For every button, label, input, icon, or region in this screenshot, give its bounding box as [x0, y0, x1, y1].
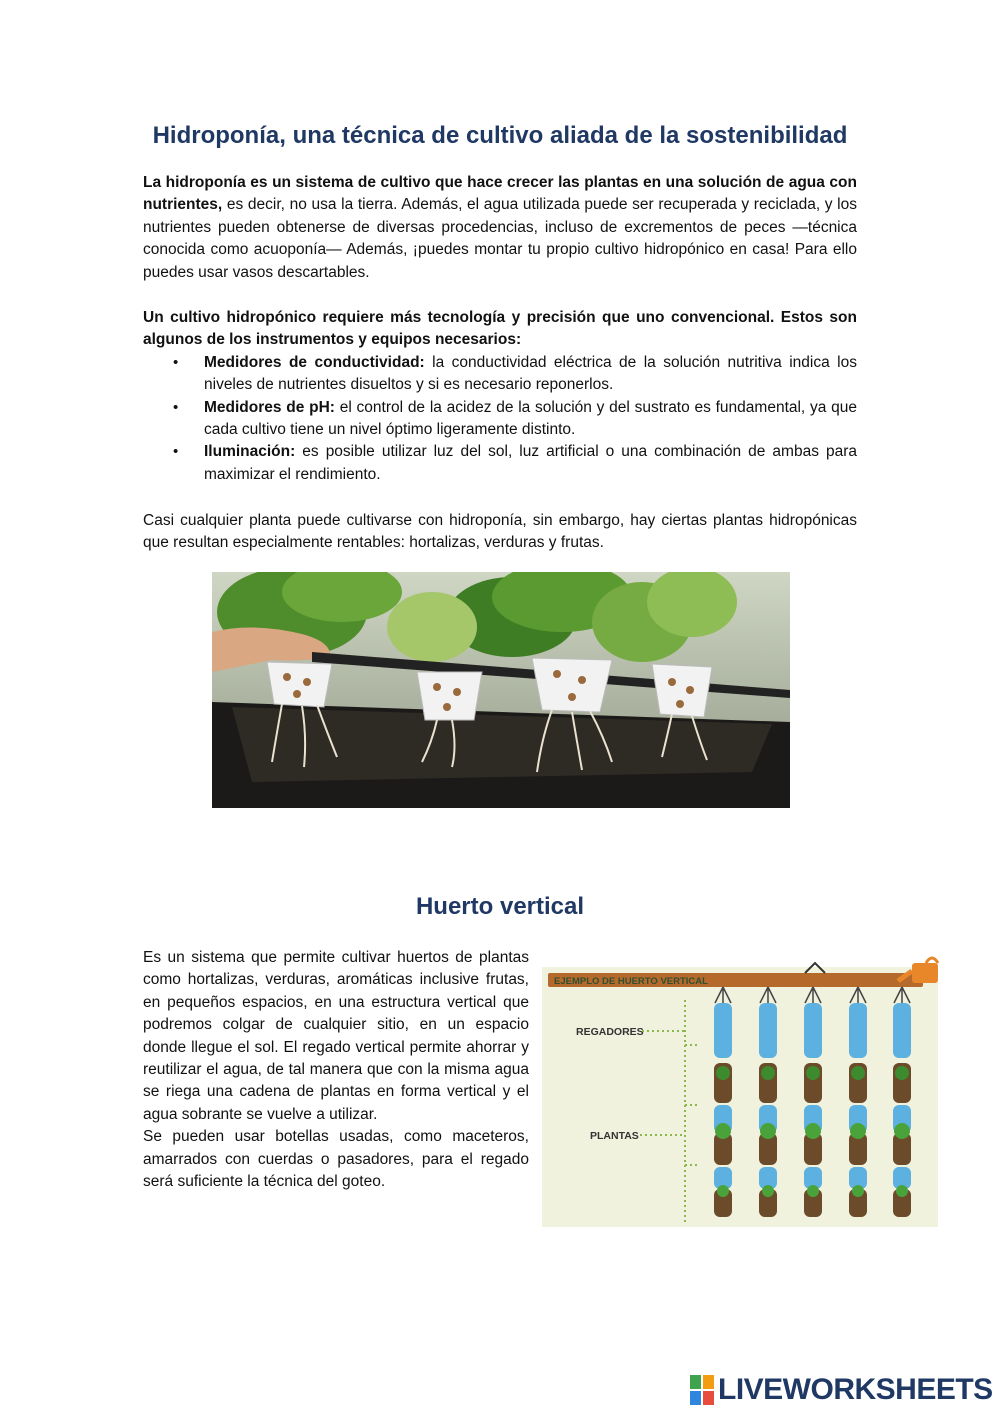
plants-paragraph: Casi cualquier planta puede cultivarse con hidroponía, sin embargo, hay ciertas plantas hidropónicas que resultan especialmente rentables: hortalizas, verduras y frutas.: [143, 512, 857, 552]
banner-label: EJEMPLO DE HUERTO VERTICAL: [554, 976, 708, 987]
vertical-garden-text: [143, 947, 529, 1193]
vertical-garden-diagram: [540, 955, 946, 1230]
vertical-p1: Es un sistema que permite cultivar huertos de plantas como hortalizas, verduras, aromáticas inclusive frutas, en pequeños espacios, en una estructura vertical que podremos colgar de cualquier sitio, en un espacio donde llegue el sol. El regado vertical permite ahorrar y reutilizar el agua, de tal manera que con la misma agua se riega una cadena de plantas en forma vertical y el agua sobrante se vuelve a utilizar.: [143, 949, 529, 1123]
list-item: [143, 441, 857, 486]
list-item-term: Medidores de pH:: [204, 398, 335, 416]
intro-text: es decir, no usa la tierra. Además, el agua utilizada puede ser recuperada y reciclada, y los nutrientes pueden obtenerse de diversas procedencias, incluso de excrementos de peces —técnica conocida como acuoponía— Además, ¡puedes montar tu propio cultivo hidropónico en casa! Para ello puedes usar vasos descartables.: [143, 196, 857, 281]
tech-heading: Un cultivo hidropónico requiere más tecnología y precisión que uno convencional. Estos son algunos de los instrumentos y equipos necesarios:: [143, 309, 857, 349]
list-item-desc: la conductividad eléctrica de la solución nutritiva indica los niveles de nutrientes disueltos y si es necesario reponerlos.: [204, 353, 857, 394]
page-title: Hidroponía, una técnica de cultivo aliada de la sostenibilidad: [152, 122, 848, 149]
tech-section: [143, 307, 857, 486]
equipment-list: [143, 352, 857, 486]
list-item-desc: el control de la acidez de la solución y del sustrato es fundamental, ya que cada cultivo tiene un nivel óptimo ligeramente distinto.: [204, 398, 857, 439]
regadores-label: REGADORES: [576, 1026, 644, 1038]
list-item-term: Medidores de conductividad:: [204, 353, 425, 371]
list-item: [143, 397, 857, 442]
list-item-term: Iluminación:: [204, 443, 296, 461]
brand-text: LIVEWORKSHEETS: [718, 1373, 993, 1406]
section2-title: Huerto vertical: [415, 893, 585, 920]
hydroponic-photo: [212, 572, 790, 808]
intro-paragraph: [143, 172, 857, 284]
list-item-desc: es posible utilizar luz del sol, luz artificial o una combinación de ambas para maximizar el rendimiento.: [204, 443, 857, 483]
liveworksheets-brand[interactable]: [690, 1372, 993, 1408]
liveworksheets-logo-icon: [690, 1375, 714, 1405]
intro-bold: La hidroponía es un sistema de cultivo que hace crecer las plantas en una solución de agua con nutrientes,: [143, 174, 857, 214]
plantas-label: PLANTAS: [590, 1130, 639, 1142]
list-item: [143, 352, 857, 397]
vertical-p2: Se pueden usar botellas usadas, como maceteros, amarrados con cuerdas o pasadores, para el regado será suficiente la técnica del goteo.: [143, 1128, 529, 1191]
